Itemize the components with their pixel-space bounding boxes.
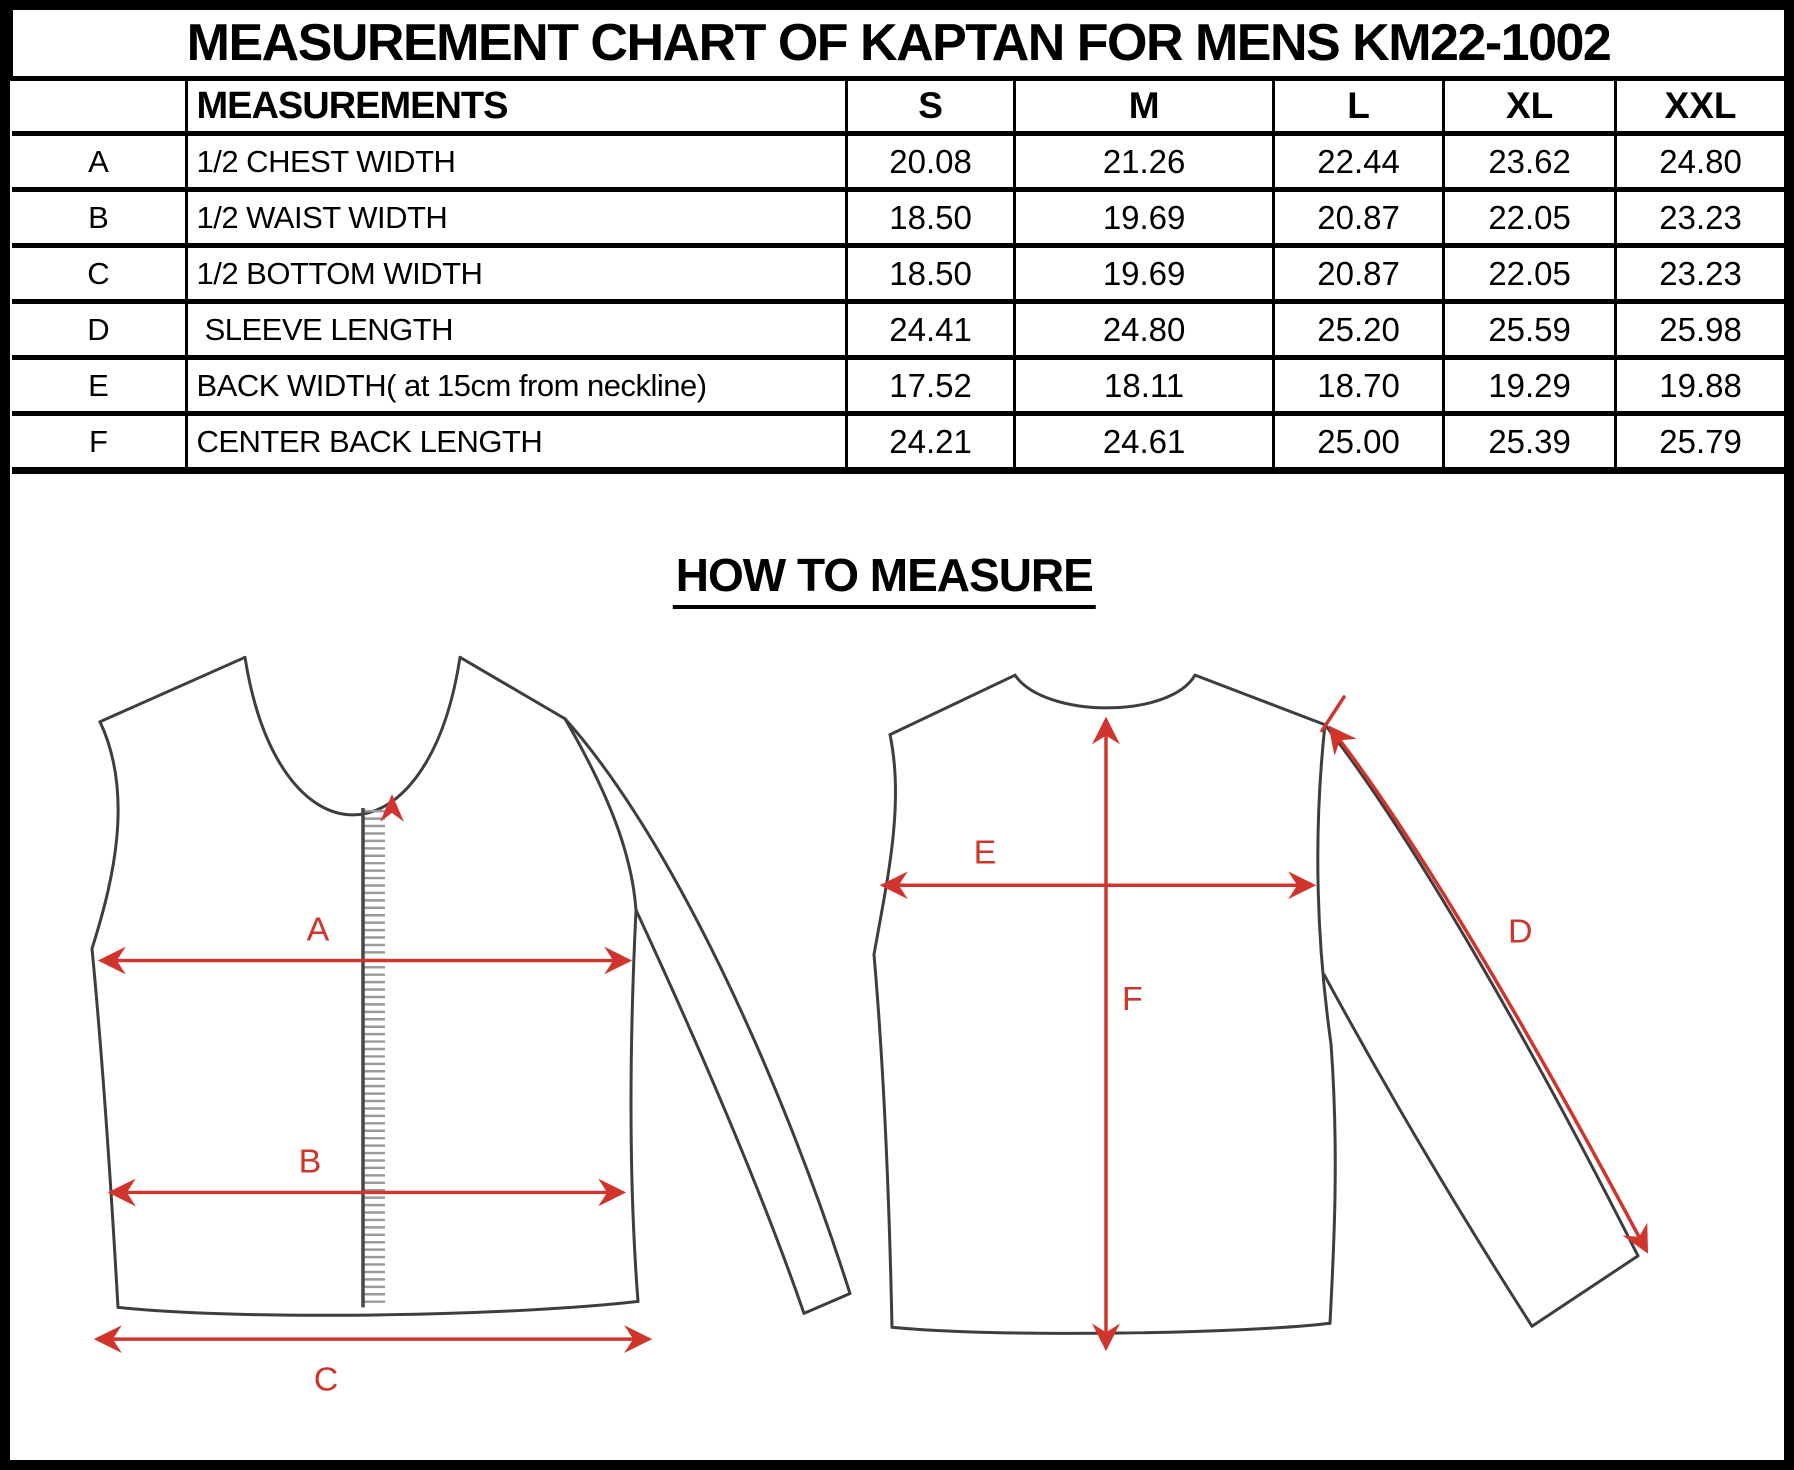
cell-value: 25.00 bbox=[1274, 414, 1444, 471]
cell-value: 19.29 bbox=[1444, 358, 1616, 414]
garment-front-view bbox=[92, 657, 850, 1398]
header-size-s: S bbox=[846, 79, 1014, 134]
cell-value: 19.69 bbox=[1015, 190, 1274, 246]
cell-value: 20.08 bbox=[846, 134, 1014, 190]
cell-value: 25.59 bbox=[1444, 302, 1616, 358]
cell-value: 25.79 bbox=[1616, 414, 1784, 471]
page-title: MEASUREMENT CHART OF KAPTAN FOR MENS KM22-1002 bbox=[12, 10, 1785, 79]
size-table bbox=[10, 10, 1784, 474]
cell-value: 18.50 bbox=[846, 190, 1014, 246]
garment-diagram bbox=[10, 474, 1784, 1460]
title-row bbox=[12, 10, 1785, 79]
row-name: BACK WIDTH( at 15cm from neckline) bbox=[187, 358, 846, 414]
header-size-l: L bbox=[1274, 79, 1444, 134]
cell-value: 25.98 bbox=[1616, 302, 1784, 358]
row-name: 1/2 BOTTOM WIDTH bbox=[187, 246, 846, 302]
cell-value: 25.39 bbox=[1444, 414, 1616, 471]
cell-value: 23.23 bbox=[1616, 246, 1784, 302]
cell-value: 19.88 bbox=[1616, 358, 1784, 414]
center-back-length-label: F bbox=[1122, 980, 1143, 1019]
row-letter: D bbox=[12, 302, 187, 358]
table-row-backwidth bbox=[12, 358, 1785, 414]
sleeve-length-label: D bbox=[1508, 912, 1533, 951]
table-row-bottom bbox=[12, 246, 1785, 302]
waist-width-label: B bbox=[298, 1142, 322, 1181]
table-row-centerback bbox=[12, 414, 1785, 471]
cell-value: 18.50 bbox=[846, 246, 1014, 302]
row-name: 1/2 WAIST WIDTH bbox=[187, 190, 846, 246]
cell-value: 21.26 bbox=[1015, 134, 1274, 190]
header-size-xxl: XXL bbox=[1616, 79, 1784, 134]
back-outline bbox=[874, 675, 1638, 1333]
row-letter: C bbox=[12, 246, 187, 302]
cell-value: 25.20 bbox=[1274, 302, 1444, 358]
cell-value: 17.52 bbox=[846, 358, 1014, 414]
how-to-measure-section bbox=[10, 474, 1784, 1460]
front-placket bbox=[363, 808, 374, 1307]
back-width-label: E bbox=[973, 833, 997, 872]
table-row-sleeve bbox=[12, 302, 1785, 358]
row-letter: E bbox=[12, 358, 187, 414]
table-row-waist bbox=[12, 190, 1785, 246]
row-name: CENTER BACK LENGTH bbox=[187, 414, 846, 471]
bottom-width-label: C bbox=[313, 1360, 339, 1399]
cell-value: 23.62 bbox=[1444, 134, 1616, 190]
cell-value: 18.70 bbox=[1274, 358, 1444, 414]
cell-value: 24.41 bbox=[846, 302, 1014, 358]
cell-value: 23.23 bbox=[1616, 190, 1784, 246]
cell-value: 24.21 bbox=[846, 414, 1014, 471]
chest-width-label: A bbox=[306, 910, 330, 949]
cell-value: 19.69 bbox=[1015, 246, 1274, 302]
cell-value: 22.44 bbox=[1274, 134, 1444, 190]
garment-back-view bbox=[874, 675, 1646, 1347]
cell-value: 24.61 bbox=[1015, 414, 1274, 471]
cell-value: 24.80 bbox=[1015, 302, 1274, 358]
table-header-row bbox=[12, 79, 1785, 134]
row-name: SLEEVE LENGTH bbox=[187, 302, 846, 358]
header-letter-spacer bbox=[12, 79, 187, 134]
table-row-chest bbox=[12, 134, 1785, 190]
cell-value: 18.11 bbox=[1015, 358, 1274, 414]
cell-value: 20.87 bbox=[1274, 190, 1444, 246]
row-letter: A bbox=[12, 134, 187, 190]
header-measurements: MEASUREMENTS bbox=[187, 79, 846, 134]
header-size-m: M bbox=[1015, 79, 1274, 134]
row-letter: F bbox=[12, 414, 187, 471]
sleeve-start-tick-icon bbox=[1322, 697, 1344, 731]
cell-value: 22.05 bbox=[1444, 246, 1616, 302]
header-size-xl: XL bbox=[1444, 79, 1616, 134]
front-outline bbox=[92, 657, 850, 1315]
section-heading: HOW TO MEASURE bbox=[673, 548, 1096, 609]
row-letter: B bbox=[12, 190, 187, 246]
cell-value: 20.87 bbox=[1274, 246, 1444, 302]
cell-value: 22.05 bbox=[1444, 190, 1616, 246]
cell-value: 24.80 bbox=[1616, 134, 1784, 190]
sleeve-length-arrow bbox=[1331, 729, 1646, 1250]
row-name: 1/2 CHEST WIDTH bbox=[187, 134, 846, 190]
